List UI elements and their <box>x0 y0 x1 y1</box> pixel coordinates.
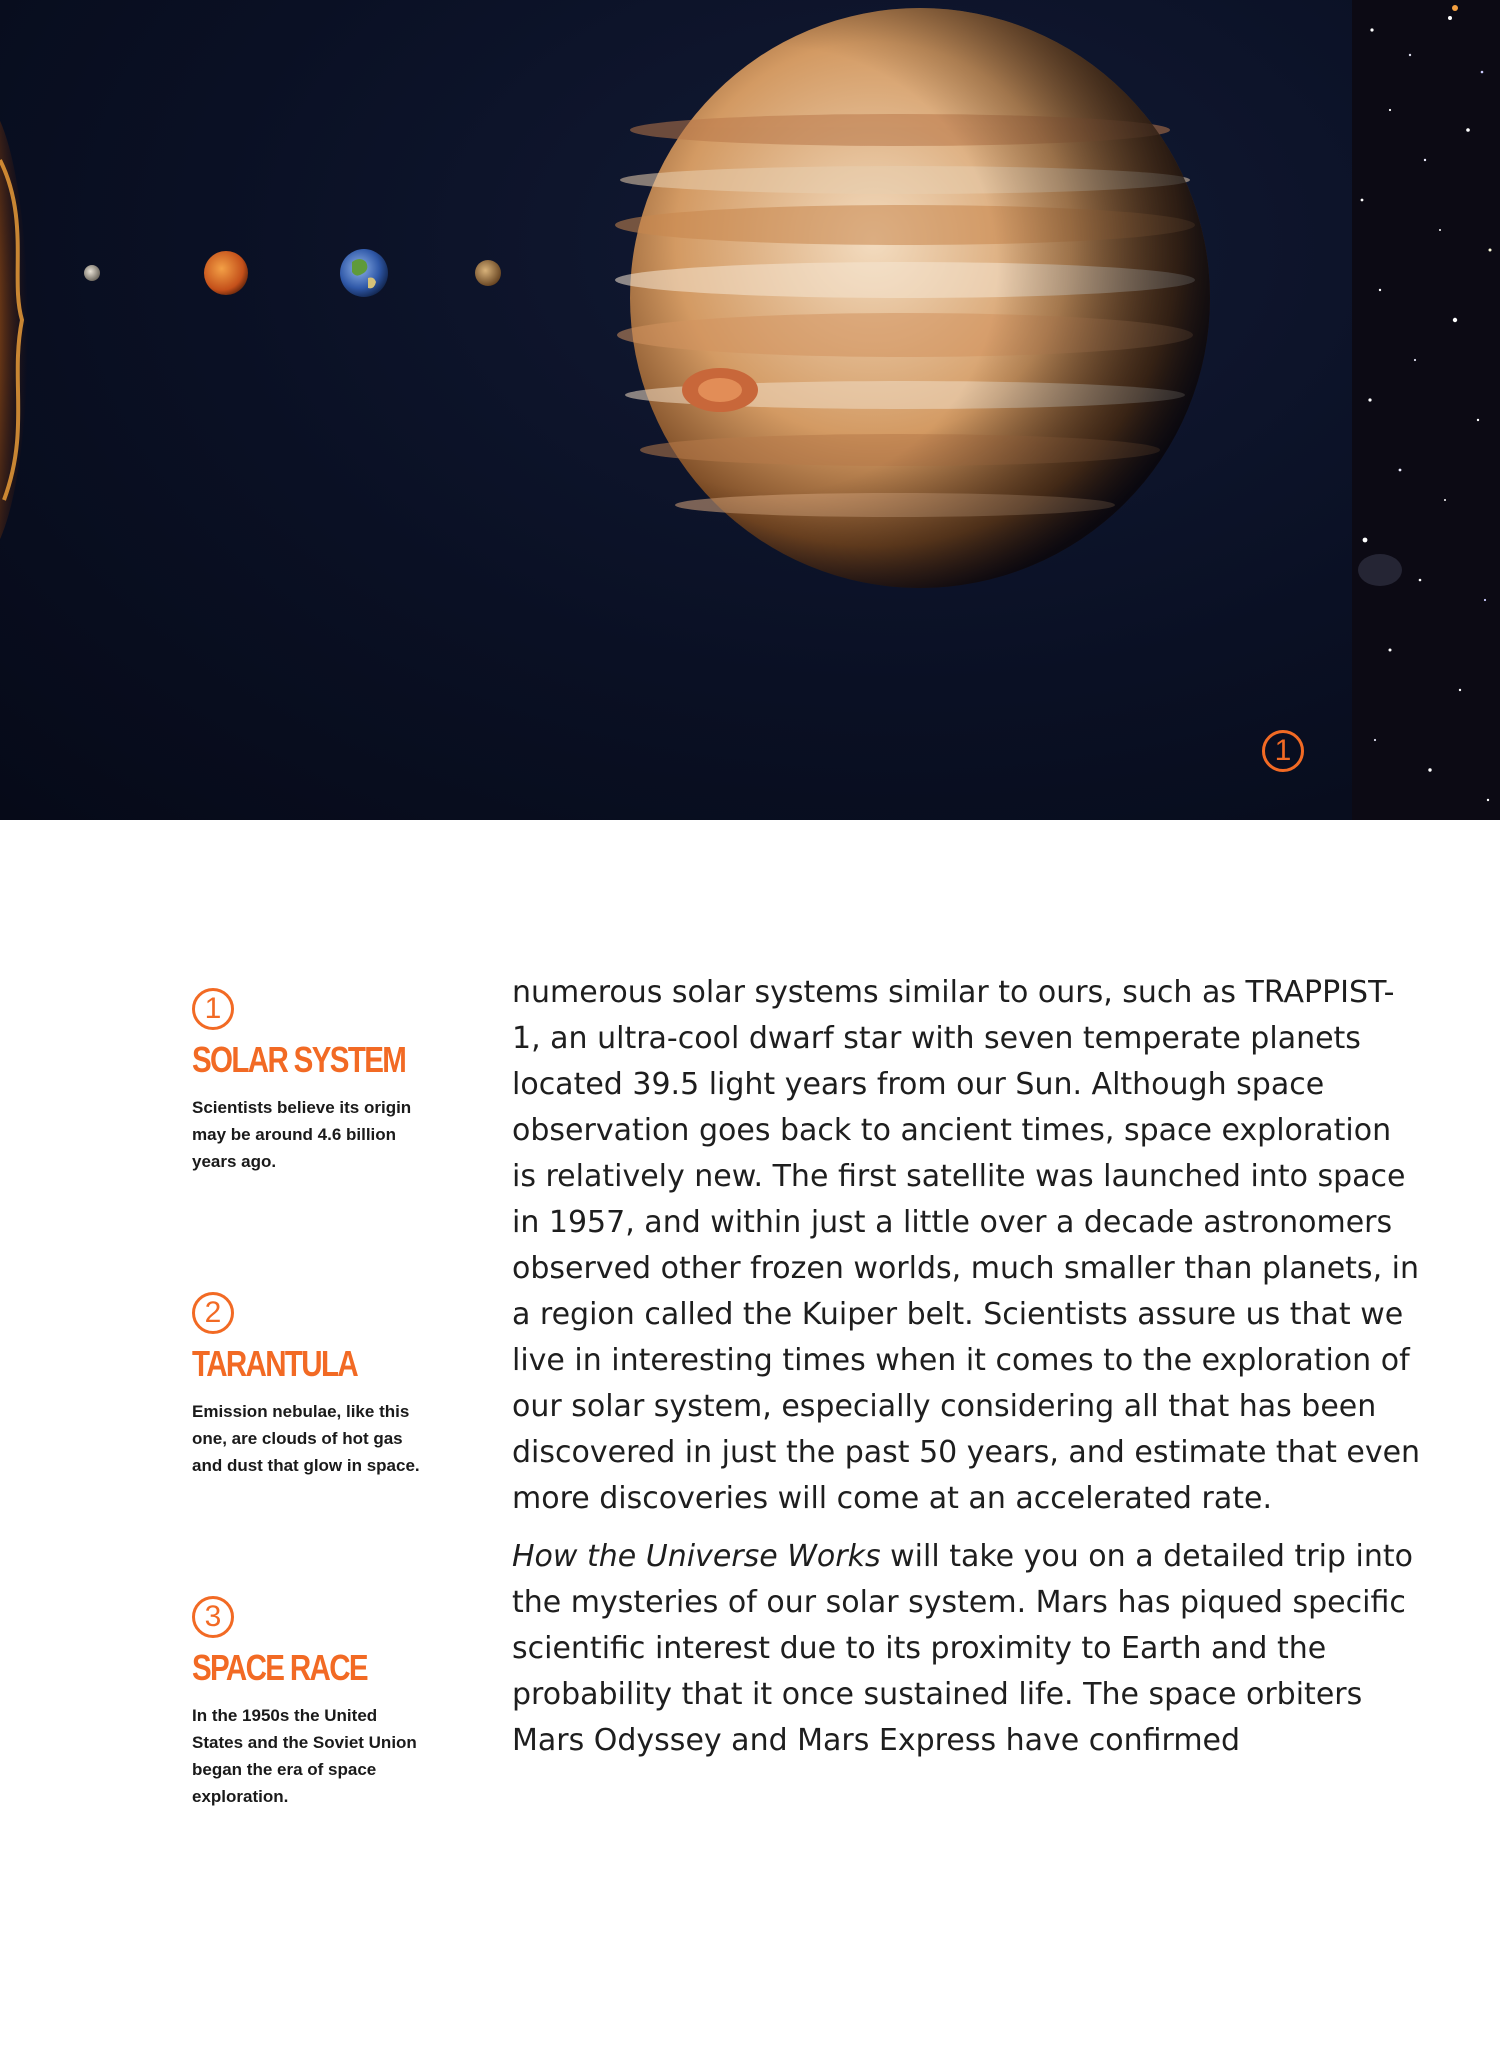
caption-solar-system <box>192 988 422 1175</box>
solar-system-illustration <box>0 0 1500 820</box>
caption-number-badge: 2 <box>192 1292 234 1334</box>
caption-title: SOLAR SYSTEM <box>192 1039 406 1080</box>
body-paragraph-2-text: will take you on a detailed trip into the mysteries of our solar system. Mars has piqued specific scientific interest due to its proximity to Earth and the probability that it once sustained life. The space orbiters Mars Odyssey and Mars Express have confirmed <box>512 1539 1413 1758</box>
mars-icon <box>475 260 501 286</box>
article-body <box>512 970 1422 1776</box>
sun-flare-icon <box>0 100 28 560</box>
caption-title: SPACE RACE <box>192 1647 367 1688</box>
body-paragraph-1: numerous solar systems similar to ours, such as TRAPPIST-1, an ultra-cool dwarf star with seven temperate planets located 39.5 light years from our Sun. Although space observation goes back to ancient times, space exploration is relatively new. The first satellite was launched into space in 1957, and within just a little over a decade astronomers observed other frozen worlds, much smaller than planets, in a region called the Kuiper belt. Scientists assure us that we live in interesting times when it comes to the exploration of our solar system, especially considering all that has been discovered in just the past 50 years, and estimate that even more discoveries will come at an accelerated rate. <box>512 975 1421 1516</box>
caption-title: TARANTULA <box>192 1343 358 1384</box>
body-paragraph-2 <box>512 1534 1422 1764</box>
caption-number-badge: 3 <box>192 1596 234 1638</box>
caption-space-race <box>192 1596 422 1810</box>
mercury-icon <box>84 265 100 281</box>
caption-text: Emission nebulae, like this one, are clouds of hot gas and dust that glow in space. <box>192 1402 420 1475</box>
caption-tarantula <box>192 1292 422 1479</box>
hero-number-badge: 1 <box>1262 730 1304 772</box>
hero-image <box>0 0 1500 820</box>
venus-icon <box>204 251 248 295</box>
caption-text: In the 1950s the United States and the Soviet Union began the era of space exploration. <box>192 1706 417 1806</box>
jupiter-icon <box>615 8 1210 588</box>
caption-number-badge: 1 <box>192 988 234 1030</box>
starfield-icon <box>1352 0 1500 820</box>
caption-text: Scientists believe its origin may be around 4.6 billion years ago. <box>192 1098 412 1171</box>
earth-icon <box>340 249 388 297</box>
book-title: How the Universe Works <box>512 1539 881 1574</box>
